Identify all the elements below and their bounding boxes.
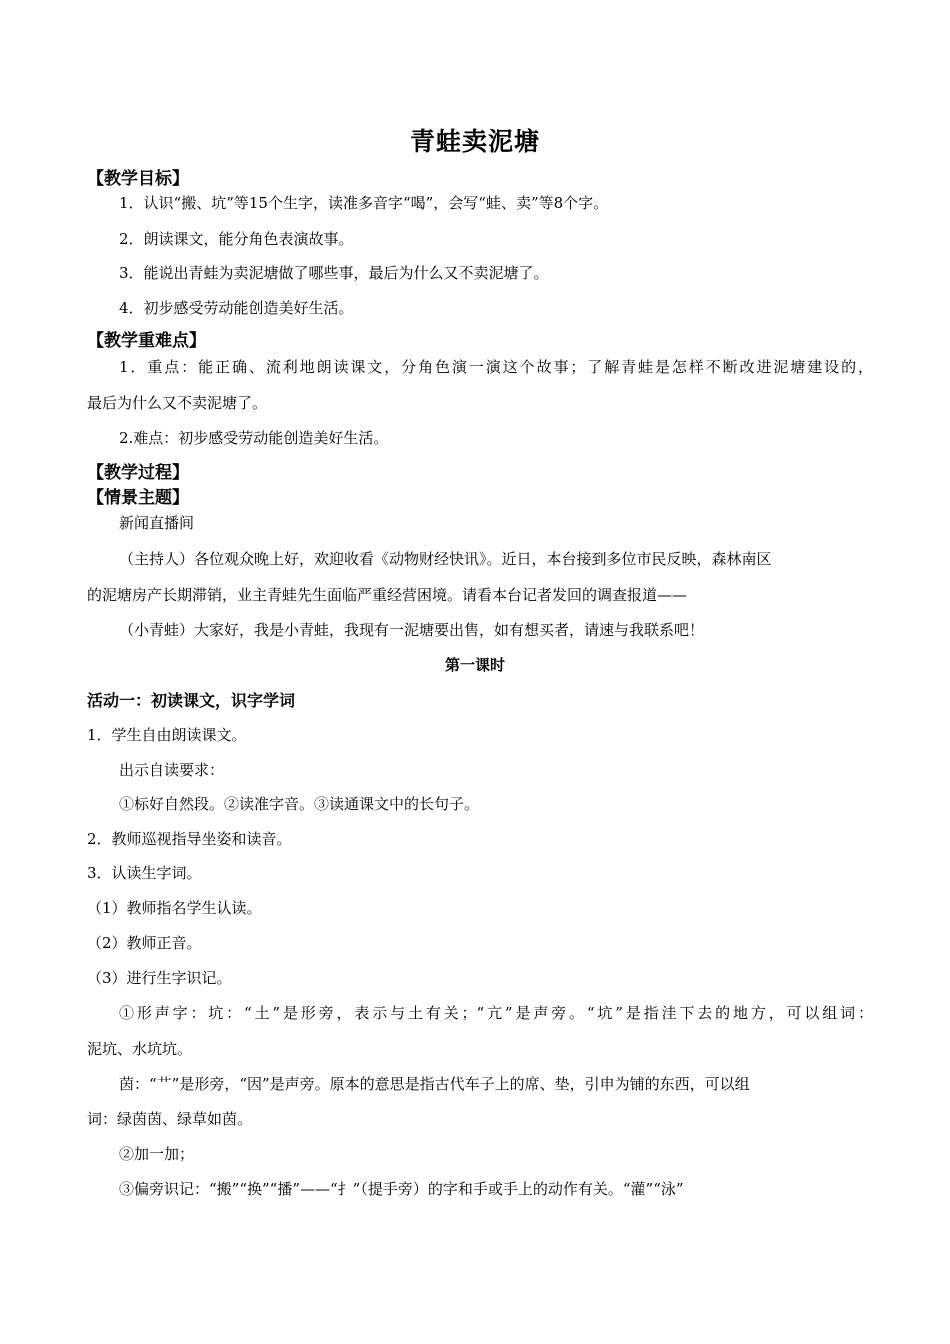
scene-subtitle: 新闻直播间 — [119, 514, 195, 532]
activity-1-heading: 活动一：初读课文，识字学词 — [87, 691, 296, 710]
process-heading: 【教学过程】 — [87, 463, 189, 483]
key-point-1-line-2: 最后为什么又不卖泥塘了。 — [87, 394, 268, 412]
host-line-1: （主持人）各位观众晚上好，欢迎收看《动物财经快讯》。近日，本台接到多位市民反映，森林南区 — [119, 550, 772, 568]
radical-method: ③偏旁识记：“搬”“换”“播”——“扌”（提手旁）的字和手或手上的动作有关。“灌”“泳” — [119, 1180, 684, 1198]
step-2: 2．教师巡视指导坐姿和读音。 — [87, 830, 292, 848]
key-point-1-line-1: 1．重点：能正确、流利地朗读课文，分角色演一演这个故事；了解青蛙是怎样不断改进泥塘建设的， — [119, 358, 873, 376]
objective-item-3: 3．能说出青蛙为卖泥塘做了哪些事，最后为什么又不卖泥塘了。 — [119, 264, 549, 282]
lesson-1-heading: 第一课时 — [444, 656, 505, 674]
key-points-heading: 【教学重难点】 — [87, 331, 206, 351]
key-point-2: 2.难点：初步感受劳动能创造美好生活。 — [119, 429, 389, 447]
scene-heading: 【情景主题】 — [87, 488, 189, 508]
step-3: 3．认读生字词。 — [87, 864, 202, 882]
sub-step-1: （1）教师指名学生认读。 — [87, 899, 262, 917]
objective-item-2: 2．朗读课文，能分角色表演故事。 — [119, 230, 354, 248]
yin-line-1: 茵：“艹”是形旁，“因”是声旁。原本的意思是指古代车子上的席、垫，引申为铺的东西，可以组 — [119, 1075, 750, 1093]
step-1-detail: ①标好自然段。②读准字音。③读通课文中的长句子。 — [119, 795, 480, 813]
sub-step-2: （2）教师正音。 — [87, 934, 202, 952]
sub-step-3: （3）进行生字识记。 — [87, 969, 232, 987]
host-line-2: 的泥塘房产长期滞销，业主青蛙先生面临严重经营困境。请看本台记者发回的调查报道—— — [87, 586, 688, 604]
step-1: 1．学生自由朗读课文。 — [87, 726, 247, 744]
xingsheng-line-1: ①形声字：坑：“土”是形旁，表示与土有关；“亢”是声旁。“坑”是指洼下去的地方，可以组词： — [119, 1004, 873, 1022]
objectives-heading: 【教学目标】 — [87, 169, 189, 189]
page-title: 青蛙卖泥塘 — [409, 127, 540, 156]
frog-line: （小青蛙）大家好，我是小青蛙，我现有一泥塘要出售，如有想买者，请速与我联系吧！ — [119, 621, 705, 639]
objective-item-4: 4．初步感受劳动能创造美好生活。 — [119, 299, 354, 317]
step-1-requirement: 出示自读要求： — [119, 761, 225, 779]
add-method: ②加一加； — [119, 1145, 195, 1163]
objective-item-1: 1．认识“搬、坑”等15个生字，读准多音字“喝”，会写“蛙、卖”等8个字。 — [119, 194, 609, 212]
xingsheng-line-2: 泥坑、水坑坑。 — [87, 1040, 193, 1058]
yin-line-2: 词：绿茵茵、绿草如茵。 — [87, 1110, 253, 1128]
